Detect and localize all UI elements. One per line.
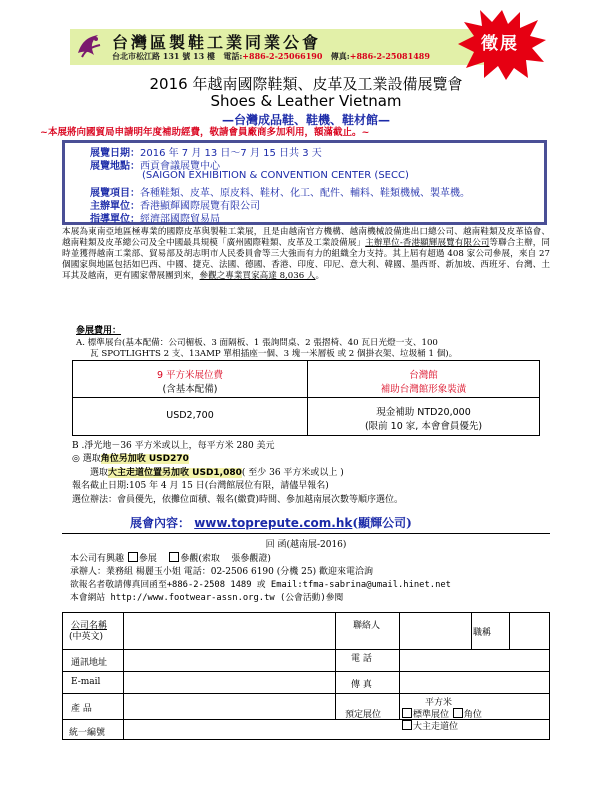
email-label: E-mail — [71, 677, 101, 687]
form-col-divider — [509, 613, 510, 649]
title-zh: 2016 年越南國際鞋類、皮革及工業設備展覽會 — [149, 75, 463, 93]
exhibit-url-link[interactable]: www.toprepute.com.hk — [194, 516, 353, 530]
product-label: 產 品 — [71, 704, 92, 714]
tax-id-label: 統一編號 — [69, 728, 106, 738]
fee-table-subsidy: 現金補助 NTD20,000 (限前 10 家, 本會會員優先) — [364, 407, 483, 432]
reply-interest-line: 本公司有興趣 參展 參觀(索取 張參觀證) — [70, 554, 271, 564]
job-title-label: 職稱 — [473, 628, 492, 638]
standard-booth-checkbox[interactable] — [402, 708, 412, 718]
reply-contact-line: 承辦人：業務組 楊麗玉小姐 電話：02-2506 6190 (分機 25) 歡迎來電洽詢 — [70, 567, 373, 577]
fee-corner-line: ◎ 選取角位另加收 USD270 — [72, 454, 189, 464]
company-label: 公司名稱 — [71, 621, 108, 631]
exhibit-checkbox[interactable] — [128, 552, 138, 562]
fax-label: 傳 真 — [351, 680, 372, 690]
org-address: 台北市松江路 131 號 13 樓 — [112, 51, 215, 61]
info-supervisor: 指導單位：經濟部國際貿易局 — [90, 214, 220, 225]
fee-table-divider — [73, 397, 539, 398]
fee-table-header-booth: 9 平方米展位費 (含基本配備) — [156, 370, 224, 395]
info-venue-en: (SAIGON EXHIBITION & CONVENTION CENTER (SECC) — [142, 170, 409, 181]
association-logo-icon — [74, 31, 104, 61]
form-row-divider — [63, 671, 549, 672]
org-fax-label: 傳真: — [330, 51, 350, 61]
org-contact-line — [112, 51, 430, 62]
booth-sqm-label: 平方米 — [425, 698, 453, 708]
form-col-divider — [471, 613, 472, 649]
form-col-divider — [335, 613, 336, 719]
fee-aisle-line: 選取大主走道位置另加收 USD1,080( 至少 36 平方米或以上 ) — [90, 468, 344, 478]
title-en: Shoes & Leather Vietnam — [210, 92, 402, 110]
contact-label: 聯絡人 — [353, 621, 381, 631]
pavilion-subtitle: —台灣成品鞋、鞋機、鞋材館— — [221, 113, 390, 127]
booth-options-row2: 大主走道位 — [401, 719, 458, 732]
fees-heading: 參展費用： — [76, 326, 122, 336]
aisle-booth-checkbox[interactable] — [402, 720, 412, 730]
fee-table-header-pavilion: 台灣館 補助台灣館形象裝潢 — [380, 370, 467, 395]
fee-a-line1: A. 標準展台(基本配備：公司楣板、3 面隔板、1 張詢問桌、2 張摺椅、40 瓦日光燈一支、100 — [76, 338, 438, 348]
reply-title: 回 函(越南展-2016) — [265, 540, 347, 550]
org-name: 台灣區製鞋工業同業公會 — [112, 33, 322, 52]
booth-label: 預定展位 — [345, 710, 382, 720]
cut-separator — [62, 533, 550, 534]
org-phone: +886-2-25066190 — [242, 51, 323, 61]
intro-paragraph: 本展為東南亞地區極專業的國際皮革與製鞋工業展，且是由越南官方機構、越南機械設備進出口總公司、越南鞋類及皮革協會、越南鞋類及皮革總公司及全中國最具規模「廣州國際鞋類、皮革及工業設備展」主辦單位-香港顯輝展覽有限公司等聯合主辦，同時並獲得越南工業部、貿易部及胡志明市人民委員會等三大強而有力的組織全力支持。其上屆有超過 408 家公司參展，來自 27 個國家與地區包括如巴西、中國、捷克、法國、德國、香港、印度、印尼、意大利、韓國、墨西哥、新加坡、西班牙、台灣、土耳其及越南，更有國家帶展團到來，參觀之專業買家高達 8,036 人。 — [62, 227, 550, 281]
org-fax: +886-2-25081489 — [349, 51, 430, 61]
corner-booth-checkbox[interactable] — [453, 708, 463, 718]
form-row-divider — [63, 693, 549, 694]
address-label: 通訊地址 — [71, 658, 108, 668]
form-col-divider — [399, 613, 400, 719]
registration-form — [62, 612, 550, 740]
fee-table — [72, 360, 540, 436]
info-organizer: 主辦單位：香港顯輝國際展覽有限公司 — [90, 201, 260, 212]
fee-b-line: B .淨光地－36 平方米或以上，每平方米 280 美元 — [72, 441, 275, 451]
org-phone-label: 電話: — [223, 51, 243, 61]
info-venue: 展覽地點：西貢會議展覽中心 — [90, 161, 220, 172]
info-items: 展覽項目：各種鞋類、皮革、原皮料、鞋材、化工、配件、輔料、鞋類機械、製革機。 — [90, 188, 470, 199]
form-col-divider — [123, 613, 124, 739]
fee-a-line2: 瓦 SPOTLIGHTS 2 支、13AMP 單相插座一個、3 塊一米層板 或 2 個掛衣架、垃圾桶 1 個)。 — [90, 349, 458, 359]
visit-checkbox[interactable] — [169, 552, 179, 562]
selection-rule-line: 選位辦法：會員優先，依攤位面積、報名(繳費)時間、參加越南展次數等順序選位。 — [72, 495, 404, 505]
booth-options-row1: 標準展位 角位 — [401, 707, 482, 720]
info-date: 展覽日期：2016 年 7 月 13 日～7 月 15 日共 3 天 — [90, 148, 322, 159]
reply-fax-email-line: 欲報名者敬請傳真回函至+886-2-2508 1489 或 Email:tfma-sabrina@umail.hinet.net — [70, 580, 451, 590]
fee-table-booth-price: USD2,700 — [166, 410, 214, 421]
deadline-line: 報名截止日期:105 年 4 月 15 日(台灣館展位有限，請儘早報名) — [72, 481, 329, 491]
exhibit-content-line: 展會內容： www.toprepute.com.hk(顯輝公司) — [130, 516, 412, 530]
company-sublabel: (中英文) — [69, 632, 104, 642]
recruit-badge-text: 徵展 — [481, 34, 519, 54]
reply-website-line: 本會網站 http://www.footwear-assn.org.tw (公會活動)參閱 — [70, 593, 344, 603]
form-row-divider — [63, 649, 549, 650]
phone-label: 電 話 — [351, 654, 372, 664]
subsidy-notice: ~本展將向國貿局申請明年度補助經費，敬請會員廠商多加利用，額滿截止。~ — [40, 127, 370, 138]
